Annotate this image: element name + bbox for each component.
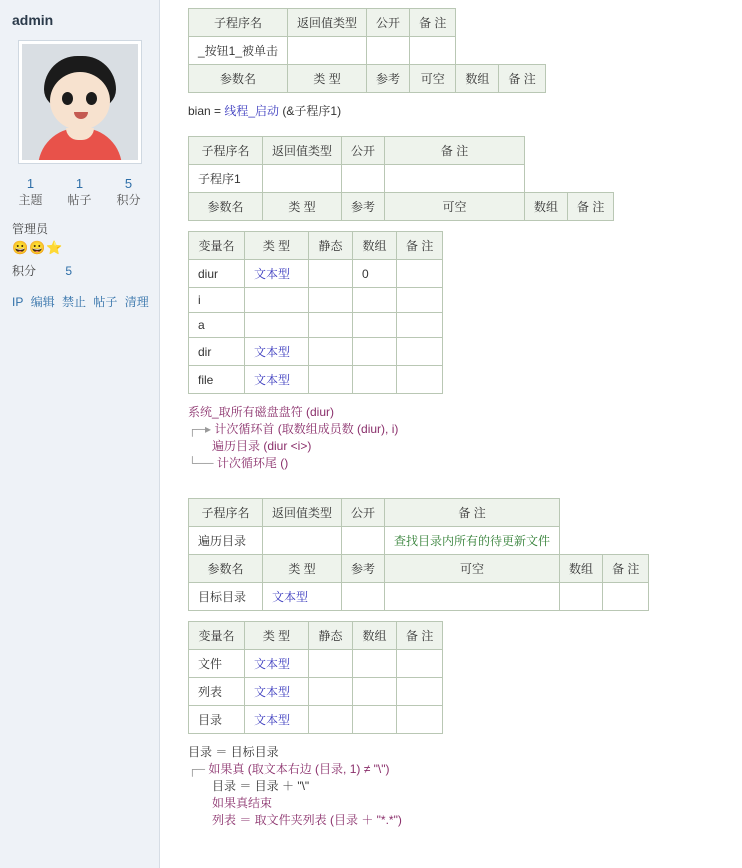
- cell-remark: [397, 678, 443, 706]
- col-subname: 子程序名: [189, 9, 288, 37]
- cell-varname: dir: [189, 338, 245, 366]
- cell-varname: 目录: [189, 706, 245, 734]
- stat-posts[interactable]: [55, 176, 104, 208]
- cell-varname: i: [189, 288, 245, 313]
- cell-varname: a: [189, 313, 245, 338]
- col-remark: 备 注: [385, 499, 560, 527]
- col-paramtype: 类 型: [263, 555, 342, 583]
- cell-static: [309, 650, 353, 678]
- cell-varname: 文件: [189, 650, 245, 678]
- variable-table-2: [188, 621, 443, 734]
- cell-remark: 查找目录内所有的待更新文件: [385, 527, 560, 555]
- col-paramtype: 类 型: [263, 193, 342, 221]
- stat-points[interactable]: [104, 176, 153, 208]
- user-sidebar: [0, 0, 160, 868]
- stat-threads-value: 1: [26, 176, 35, 191]
- tree-guide: └──: [188, 456, 214, 470]
- col-remark: 备 注: [385, 137, 525, 165]
- table-row: [189, 260, 443, 288]
- cell-static: [309, 678, 353, 706]
- avatar[interactable]: [18, 40, 142, 164]
- user-role-label: 管理员: [12, 222, 49, 236]
- cell-static: [309, 288, 353, 313]
- spacer: [188, 120, 742, 136]
- cell-vartype: 文本型: [245, 678, 309, 706]
- code-line: [188, 438, 742, 455]
- col-nullable: 可空: [385, 193, 525, 221]
- col-nullable: 可空: [385, 555, 560, 583]
- code-line: [188, 455, 742, 472]
- code-line: [188, 761, 742, 778]
- username-label: admin: [12, 12, 54, 28]
- user-stats: [0, 176, 159, 208]
- avatar-eye-right-shape: [86, 92, 97, 105]
- table-row: [189, 583, 649, 611]
- col-varname: 变量名: [189, 622, 245, 650]
- col-remark: 备 注: [397, 232, 443, 260]
- table-row: [189, 555, 649, 583]
- code-text: 系统_取所有磁盘盘符 (diur): [188, 405, 335, 419]
- col-paramname: 参数名: [189, 555, 263, 583]
- subroutine-table-3: [188, 498, 649, 611]
- cell-array: [353, 366, 397, 394]
- cell-rettype: [288, 37, 367, 65]
- cell-subname: 子程序1: [189, 165, 263, 193]
- cell-remark: [397, 706, 443, 734]
- cell-nullable: [385, 583, 560, 611]
- code-text: 目录 ＝ 目标目录: [188, 745, 279, 759]
- cell-vartype: [245, 288, 309, 313]
- score-label: 积分: [12, 264, 37, 278]
- col-paramname: 参数名: [189, 193, 263, 221]
- code-text: 遍历目录 (diur <i>): [212, 439, 312, 453]
- link-edit[interactable]: 编辑: [30, 295, 55, 309]
- code-text: 计次循环首 (取数组成员数 (diur), i): [214, 422, 399, 436]
- code-line-thread-start: [188, 103, 742, 120]
- cell-array: 0: [353, 260, 397, 288]
- cell-vartype: 文本型: [245, 260, 309, 288]
- cell-varname: diur: [189, 260, 245, 288]
- cell-static: [309, 313, 353, 338]
- code-call-args: (&子程序1): [279, 104, 342, 118]
- cell-array: [353, 313, 397, 338]
- cell-paramtype: 文本型: [263, 583, 342, 611]
- spacer: [188, 93, 742, 103]
- code-text: 如果真 (取文本右边 (目录, 1) ≠ "\"): [208, 762, 390, 776]
- cell-vartype: 文本型: [245, 366, 309, 394]
- cell-remark: [410, 37, 456, 65]
- spacer: [188, 221, 742, 231]
- col-public: 公开: [342, 137, 385, 165]
- link-clean[interactable]: 清理: [124, 295, 149, 309]
- cell-remark: [397, 338, 443, 366]
- code-line: [188, 404, 742, 421]
- variable-table-1: [188, 231, 443, 394]
- code-text: 计次循环尾 (): [216, 456, 289, 470]
- score-row: [0, 262, 159, 279]
- col-public: 公开: [367, 9, 410, 37]
- cell-remark: [397, 260, 443, 288]
- cell-public: [342, 165, 385, 193]
- table-row: [189, 366, 443, 394]
- col-varname: 变量名: [189, 232, 245, 260]
- cell-rettype: [263, 527, 342, 555]
- cell-vartype: 文本型: [245, 650, 309, 678]
- link-ban[interactable]: 禁止: [62, 295, 87, 309]
- code-text: 目录 ＝ 目录 ＋ "\": [212, 779, 310, 793]
- stat-points-value: 5: [124, 176, 133, 191]
- col-array: 数组: [525, 193, 568, 221]
- table-row: [189, 65, 546, 93]
- cell-static: [309, 366, 353, 394]
- cell-remark: [397, 313, 443, 338]
- col-subname: 子程序名: [189, 137, 263, 165]
- table-row: [189, 137, 614, 165]
- code-line: [188, 744, 742, 761]
- col-vartype: 类 型: [245, 232, 309, 260]
- medal-icons: 😀😀⭐: [12, 240, 64, 255]
- stat-threads-label: 主题: [18, 193, 43, 207]
- col-byref: 参考: [342, 555, 385, 583]
- link-ip[interactable]: IP: [12, 295, 24, 309]
- cell-static: [309, 338, 353, 366]
- stat-points-label: 积分: [116, 193, 141, 207]
- col-vartype: 类 型: [245, 622, 309, 650]
- stat-threads[interactable]: [6, 176, 55, 208]
- table-row: [189, 37, 546, 65]
- col-array: 数组: [353, 232, 397, 260]
- stat-posts-value: 1: [75, 176, 84, 191]
- code-assign-prefix: bian =: [188, 104, 225, 118]
- cell-public: [367, 37, 410, 65]
- cell-public: [342, 527, 385, 555]
- table-row: [189, 527, 649, 555]
- col-array: 数组: [560, 555, 603, 583]
- moderation-links: [0, 293, 159, 310]
- link-posts[interactable]: 帖子: [93, 295, 118, 309]
- cell-array: [353, 338, 397, 366]
- spacer: [188, 734, 742, 744]
- subroutine-table-2: [188, 136, 614, 221]
- col-array: 数组: [353, 622, 397, 650]
- table-row: [189, 193, 614, 221]
- cell-byref: [342, 583, 385, 611]
- cell-varname: file: [189, 366, 245, 394]
- stat-posts-label: 帖子: [67, 193, 92, 207]
- spacer: [188, 611, 742, 621]
- col-byref: 参考: [342, 193, 385, 221]
- col-subname: 子程序名: [189, 499, 263, 527]
- code-text: 如果真结束: [212, 796, 273, 810]
- code-call-name: 线程_启动: [224, 104, 280, 118]
- spacer: [188, 394, 742, 404]
- cell-array: [353, 678, 397, 706]
- cell-paramremark: [603, 583, 649, 611]
- avatar-illustration: [22, 44, 138, 160]
- col-static: 静态: [309, 232, 353, 260]
- col-public: 公开: [342, 499, 385, 527]
- code-text: 列表 ＝ 取文件夹列表 (目录 ＋ "*.*"): [212, 813, 402, 827]
- table-row: [189, 706, 443, 734]
- cell-remark: [385, 165, 525, 193]
- cell-vartype: 文本型: [245, 338, 309, 366]
- cell-array: [353, 706, 397, 734]
- table-row: [189, 678, 443, 706]
- table-row: [189, 499, 649, 527]
- col-paramname: 参数名: [189, 65, 288, 93]
- code-content: [160, 0, 742, 868]
- cell-subname: 遍历目录: [189, 527, 263, 555]
- avatar-face-shape: [50, 72, 110, 130]
- col-paramremark: 备 注: [499, 65, 545, 93]
- table-row: [189, 232, 443, 260]
- table-row: [189, 650, 443, 678]
- avatar-eye-left-shape: [62, 92, 73, 105]
- cell-paramname: 目标目录: [189, 583, 263, 611]
- code-line: [188, 421, 742, 438]
- tree-guide: ┌─▸: [188, 422, 212, 436]
- col-paramremark: 备 注: [568, 193, 614, 221]
- col-array: 数组: [456, 65, 499, 93]
- col-byref: 参考: [367, 65, 410, 93]
- spacer: [188, 472, 742, 498]
- subroutine-table-1: [188, 8, 546, 93]
- cell-array: [560, 583, 603, 611]
- code-line: [188, 795, 742, 812]
- cell-array: [353, 650, 397, 678]
- cell-vartype: 文本型: [245, 706, 309, 734]
- col-remark: 备 注: [397, 622, 443, 650]
- cell-remark: [397, 650, 443, 678]
- cell-varname: 列表: [189, 678, 245, 706]
- table-row: [189, 9, 546, 37]
- table-row: [189, 165, 614, 193]
- table-row: [189, 288, 443, 313]
- col-rettype: 返回值类型: [263, 137, 342, 165]
- col-remark: 备 注: [410, 9, 456, 37]
- tree-guide: ┌─: [188, 762, 206, 776]
- col-nullable: 可空: [410, 65, 456, 93]
- score-value: 5: [65, 264, 73, 278]
- cell-remark: [397, 288, 443, 313]
- code-line: [188, 812, 742, 829]
- col-paramtype: 类 型: [288, 65, 367, 93]
- code-line: [188, 778, 742, 795]
- col-rettype: 返回值类型: [288, 9, 367, 37]
- cell-subname: _按钮1_被单击: [189, 37, 288, 65]
- col-static: 静态: [309, 622, 353, 650]
- table-row: [189, 622, 443, 650]
- col-rettype: 返回值类型: [263, 499, 342, 527]
- cell-remark: [397, 366, 443, 394]
- table-row: [189, 338, 443, 366]
- col-paramremark: 备 注: [603, 555, 649, 583]
- cell-static: [309, 706, 353, 734]
- cell-rettype: [263, 165, 342, 193]
- cell-static: [309, 260, 353, 288]
- table-row: [189, 313, 443, 338]
- cell-vartype: [245, 313, 309, 338]
- cell-array: [353, 288, 397, 313]
